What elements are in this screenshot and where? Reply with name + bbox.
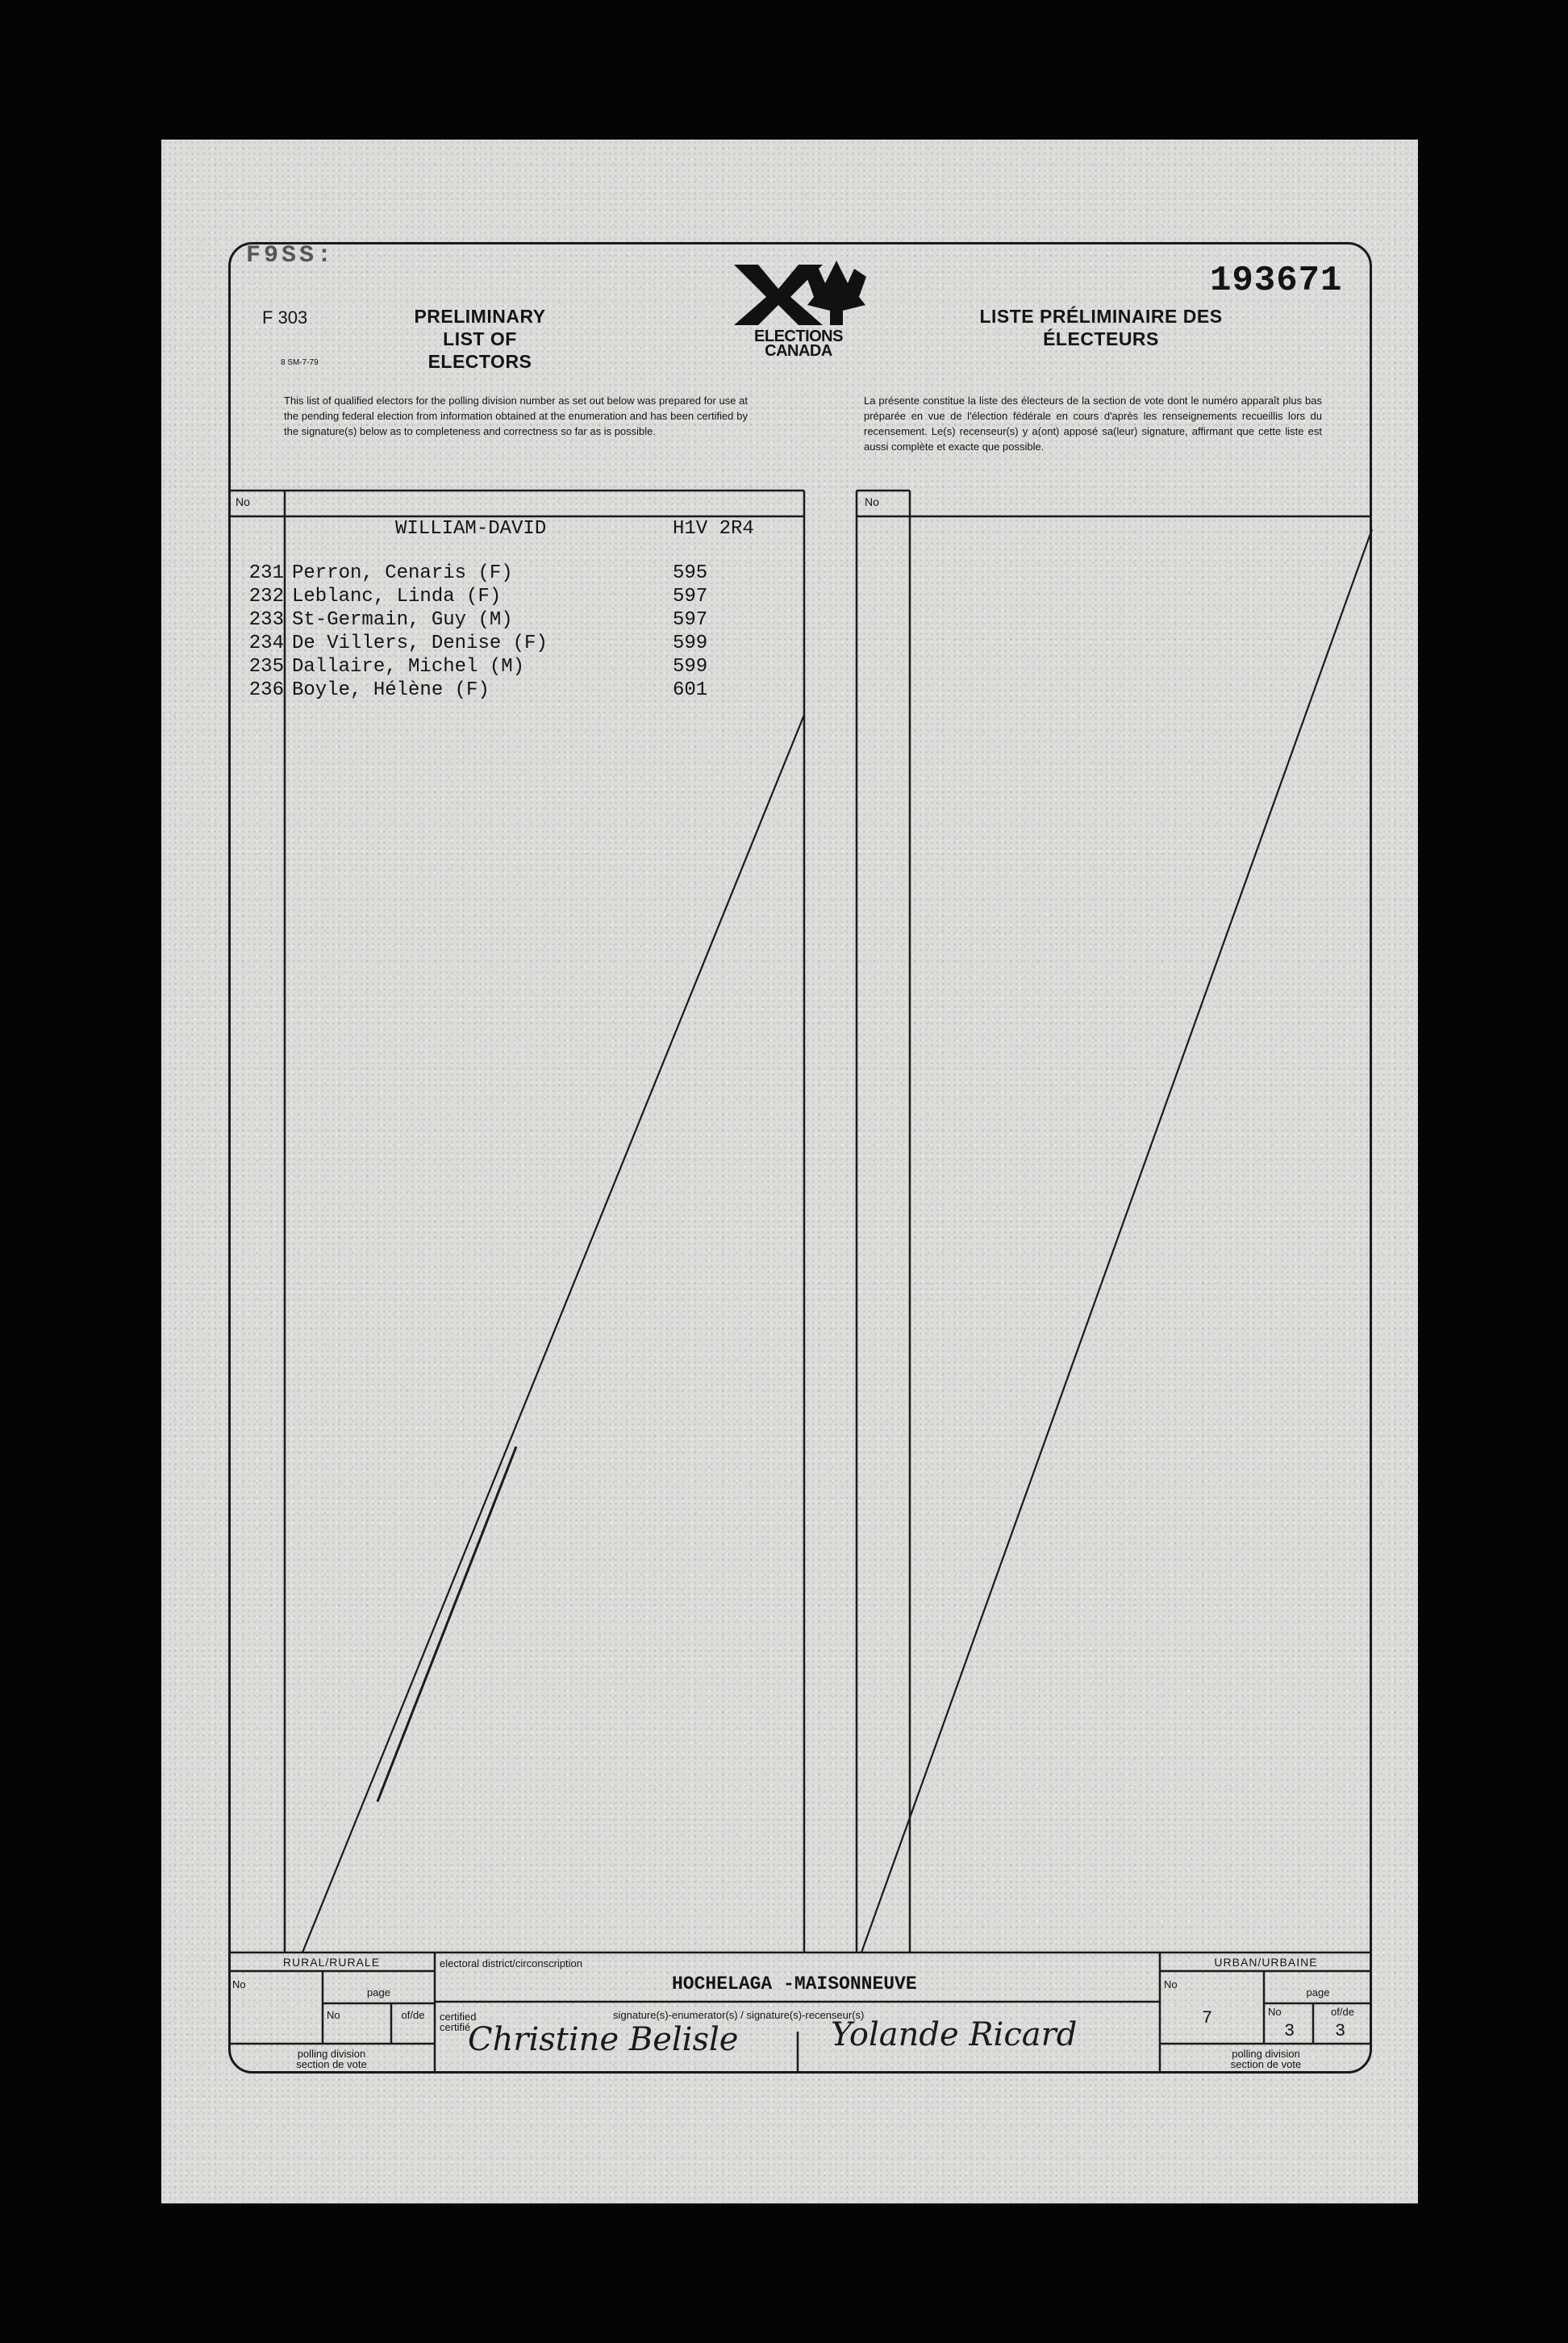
urban-no-label: No (1164, 1978, 1178, 1990)
col-no-label-right: No (865, 495, 879, 508)
elector-number: 233 (248, 609, 284, 631)
rural-page-no-label: No (327, 2009, 340, 2021)
rural-no-label: No (232, 1978, 246, 1990)
rural-polling-label-2: section de vote (296, 2058, 367, 2070)
intro-english: This list of qualified electors for the polling division number as set out below was prepared for use at the pending federal election from information obtained at the enumeration and has been certified by the signature(s) below as to completeness and correctness so far as is possible. (284, 395, 748, 437)
elector-name: Leblanc, Linda (F) (292, 586, 502, 608)
faded-stamp: F9SS: (246, 242, 336, 269)
certified-label-1: certified (440, 2011, 477, 2023)
print-code: 8 SM-7-79 (281, 358, 319, 367)
logo-text-elections: ELECTIONS (754, 328, 843, 345)
urban-page-label: page (1306, 1986, 1330, 1998)
elector-name: Dallaire, Michel (M) (292, 656, 525, 678)
elector-row (242, 562, 807, 585)
title-english: PRELIMINARY LIST OF ELECTORS (414, 306, 546, 372)
elector-address: 599 (673, 656, 708, 678)
urban-no-value: 7 (1202, 2008, 1213, 2028)
elector-address: 601 (673, 679, 708, 701)
urban-of-value: 3 (1335, 2021, 1346, 2041)
elector-list (242, 562, 807, 702)
elector-number: 235 (248, 656, 284, 678)
elector-address: 597 (673, 586, 708, 608)
street-name: WILLIAM-DAVID (395, 518, 547, 540)
serial-number: 193671 (1210, 261, 1343, 301)
intro-french: La présente constitue la liste des électeurs de la section de vote dont le numéro apparaît plus bas préparée en vue de l'élection fédérale en cours d'après les renseignements recueillis lors du recensement. Le(s) recenseur(s) y a(ont) apposé sa(leur) signature, affirmant que cette liste est aussi complète et exacte que possible. (864, 395, 1322, 453)
elector-number: 231 (248, 562, 284, 584)
elector-name: De Villers, Denise (F) (292, 633, 548, 654)
urban-polling-label-2: section de vote (1230, 2058, 1302, 2070)
logo-text-canada: CANADA (765, 342, 832, 360)
elector-name: Perron, Cenaris (F) (292, 562, 513, 584)
urban-page-no-label: No (1268, 2006, 1282, 2018)
elector-number: 232 (248, 586, 284, 608)
elector-name: Boyle, Hélène (F) (292, 679, 490, 701)
elector-number: 234 (248, 633, 284, 654)
postal-code: H1V 2R4 (673, 518, 754, 540)
elector-row (242, 655, 807, 679)
urban-page-value: 3 (1284, 2021, 1295, 2041)
district-value: HOCHELAGA -MAISONNEUVE (672, 1973, 917, 1994)
elector-row (242, 608, 807, 632)
rural-label: RURAL/RURALE (282, 1956, 381, 1969)
signature-enumerator-2: Yolande Ricard (831, 2016, 1078, 2053)
rural-of-label: of/de (401, 2009, 425, 2021)
title-french: LISTE PRÉLIMINAIRE DES ÉLECTEURS (979, 306, 1223, 349)
elector-row (242, 585, 807, 608)
elector-row (242, 632, 807, 655)
signature-enumerator-1: Christine Belisle (468, 2021, 739, 2058)
form-sheet (161, 140, 1418, 2203)
elector-address: 595 (673, 562, 708, 584)
signature-label: signature(s)-enumerator(s) / signature(s)-recenseur(s) (613, 2009, 865, 2021)
rural-polling-label-1: polling division (297, 2048, 366, 2060)
col-no-label-left: No (236, 495, 250, 508)
elector-address: 597 (673, 609, 708, 631)
table-grid (161, 140, 1418, 2203)
elector-number: 236 (248, 679, 284, 701)
urban-of-label: of/de (1331, 2006, 1354, 2018)
elector-name: St-Germain, Guy (M) (292, 609, 513, 631)
elector-address: 599 (673, 633, 708, 654)
urban-label: URBAN/URBAINE (1214, 1956, 1318, 1969)
elector-row (242, 679, 807, 702)
rural-page-label: page (367, 1986, 390, 1998)
form-number: F 303 (262, 307, 308, 328)
certified-label-2: certifié (440, 2021, 471, 2033)
district-label: electoral district/circonscription (440, 1957, 583, 1969)
urban-polling-label-1: polling division (1232, 2048, 1300, 2060)
